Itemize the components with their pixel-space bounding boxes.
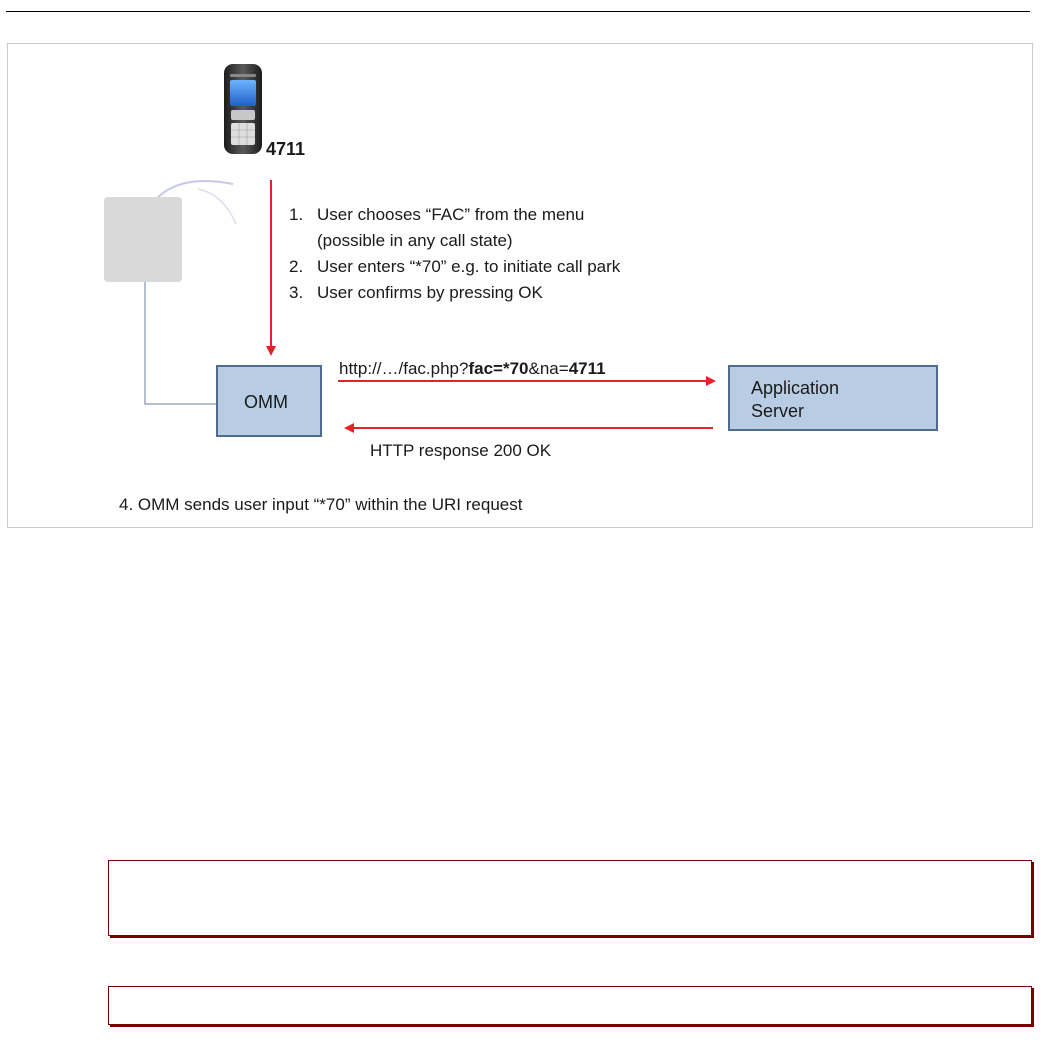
server-label-line2: Server [751, 401, 805, 421]
step-1-number: 1. [289, 205, 304, 224]
omm-box [216, 365, 322, 437]
application-server-box [728, 365, 938, 431]
request-url-num: 4711 [568, 359, 606, 378]
step-2-text: User enters “*70” e.g. to initiate call park [317, 257, 621, 276]
base-station-icon [104, 181, 236, 282]
footer-step: 4. OMM sends user input “*70” within the URI request [119, 495, 523, 514]
request-url [339, 358, 606, 380]
request-url-fac: fac=*70 [468, 359, 529, 378]
note-box-2 [108, 986, 1032, 1025]
phone-number-label: 4711 [266, 139, 306, 159]
server-label-line1: Application [751, 378, 840, 398]
step-3-number: 3. [289, 283, 304, 302]
request-url-prefix: http://…/fac.php? [339, 359, 469, 378]
step-3-text: User confirms by pressing OK [317, 283, 543, 302]
step-1-note: (possible in any call state) [317, 231, 513, 250]
fac-flow-diagram [7, 43, 1033, 528]
omm-label: OMM [244, 392, 288, 412]
top-rule [6, 11, 1030, 12]
network-cable [145, 282, 216, 404]
step-2-number: 2. [289, 257, 304, 276]
phone-icon [224, 64, 262, 154]
step-1-text: User chooses “FAC” from the menu [317, 205, 585, 224]
request-url-mid: &na= [528, 359, 569, 378]
response-label: HTTP response 200 OK [370, 441, 552, 460]
note-box-1 [108, 860, 1032, 936]
